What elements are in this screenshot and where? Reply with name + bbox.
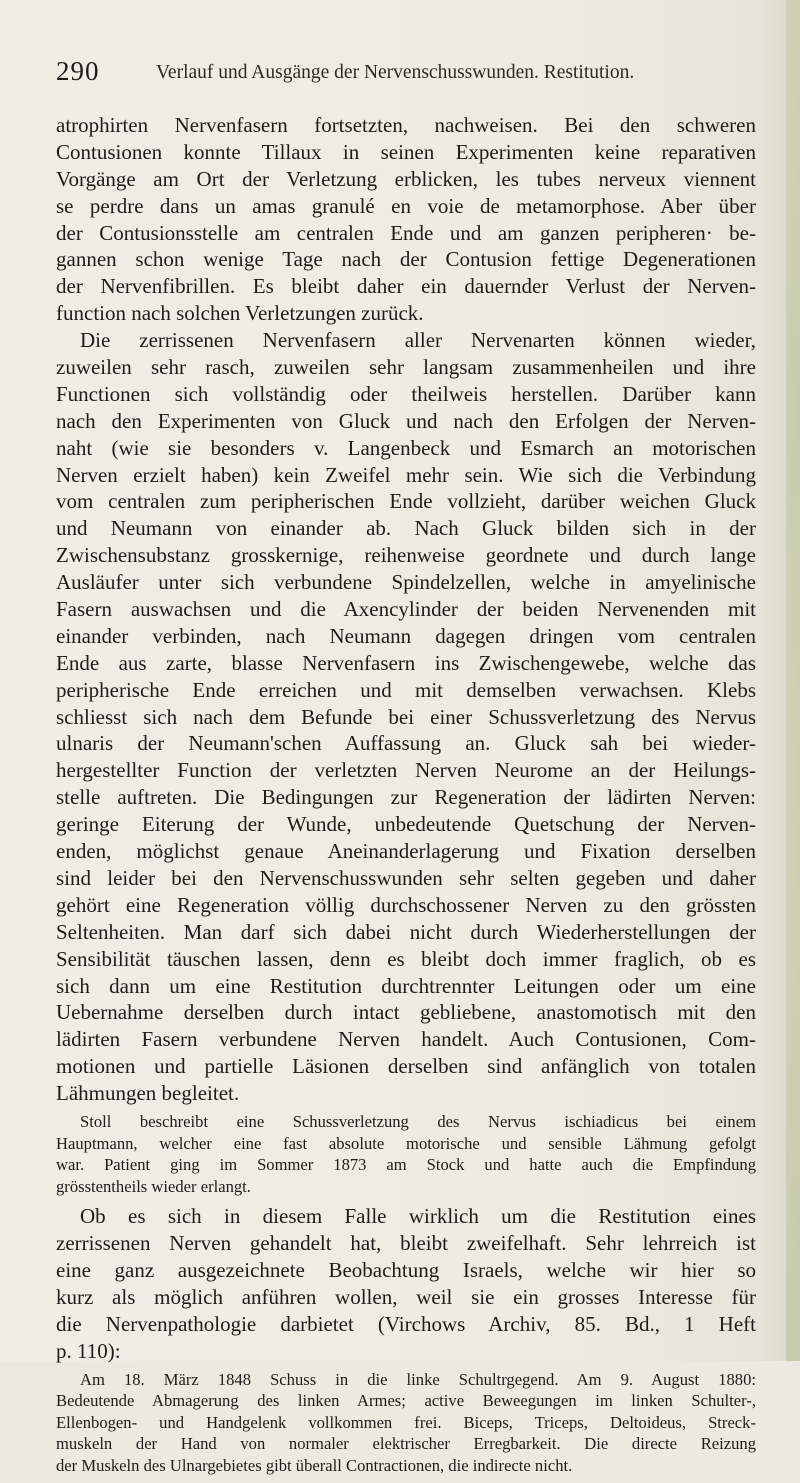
text-line: Sensibilität täuschen lassen, denn es bleibt doch immer fraglich, ob es: [56, 946, 756, 971]
text-line: war. Patient ging im Sommer 1873 am Stock und hatte auch die Empfindung: [56, 1155, 756, 1175]
text-line: hergestellter Function der verletzten Nerven Neurome an der Heilungs-: [56, 758, 756, 783]
page-header: [56, 56, 746, 90]
text-line: Ende aus zarte, blasse Nervenfasern ins Zwischengewebe, welche das: [56, 650, 756, 675]
page-number: 290: [56, 56, 100, 86]
text-line: kurz als möglich anführen wollen, weil sie ein grosses Interesse für: [56, 1285, 756, 1309]
text-line: Functionen sich vollständig oder theilweis herstellen. Darüber kann: [56, 381, 756, 406]
text-line: atrophirten Nervenfasern fortsetzten, nachweisen. Bei den schweren: [56, 113, 756, 137]
text-line: vom centralen zum peripherischen Ende vollzieht, darüber weichen Gluck: [56, 489, 756, 514]
text-line: Zwischensubstanz grosskernige, reihenweise geordnete und durch lange: [56, 543, 756, 568]
text-line: Ob es sich in diesem Falle wirklich um die Restitution eines: [80, 1204, 756, 1229]
text-line: function nach solchen Verletzungen zurück.: [56, 301, 424, 326]
page-body: [56, 112, 756, 1483]
text-line: Lähmungen begleitet.: [56, 1081, 240, 1106]
text-line: nach den Experimenten von Gluck und nach den Erfolgen der Nerven-: [56, 408, 756, 433]
text-line: eine ganz ausgezeichnete Beobachtung Israels, welche wir hier so: [56, 1258, 756, 1283]
paragraph: [56, 327, 756, 1107]
text-line: motionen und partielle Läsionen derselben sind anfänglich von totalen: [56, 1054, 756, 1079]
text-line: muskeln der Hand von normaler elektrischer Erregbarkeit. Die directe Reizung: [56, 1434, 756, 1454]
text-line: Ausläufer unter sich verbundene Spindelzellen, welche in amyelinische: [56, 570, 756, 595]
text-line: Ellenbogen- und Handgelenk vollkommen frei. Biceps, Triceps, Deltoideus, Streck-: [56, 1412, 756, 1432]
text-line: naht (wie sie besonders v. Langenbeck und Esmarch an motorischen: [56, 435, 756, 460]
text-line: se perdre dans un amas granulé en voie de metamorphose. Aber über: [56, 193, 756, 218]
text-line: lädirten Fasern verbundene Nerven handelt. Auch Contusionen, Com-: [56, 1027, 756, 1052]
paragraph: [56, 1203, 756, 1364]
text-line: der Contusionsstelle am centralen Ende und am ganzen peripheren· be-: [56, 220, 756, 245]
text-line: stelle auftreten. Die Bedingungen zur Regeneration der lädirten Nerven:: [56, 785, 756, 810]
text-line: schliesst sich nach dem Befunde bei einer Schussverletzung des Nervus: [56, 704, 756, 729]
running-head: Verlauf und Ausgänge der Nervenschusswunden. Restitution.: [156, 62, 635, 83]
text-line: p. 110):: [56, 1338, 121, 1363]
page-edge: [786, 0, 800, 1361]
text-line: zuweilen sehr rasch, zuweilen sehr langsam zusammenheilen und ihre: [56, 355, 756, 380]
text-line: peripherische Ende erreichen und mit demselben verwachsen. Klebs: [56, 677, 756, 702]
text-line: sich dann um eine Restitution durchtrennter Leitungen oder um eine: [56, 973, 756, 998]
text-line: sind leider bei den Nervenschusswunden sehr selten gegeben und daher: [56, 865, 756, 890]
text-line: grösstentheils wieder erlangt.: [56, 1176, 251, 1196]
text-line: zerrissenen Nerven gehandelt hat, bleibt zweifelhaft. Sehr lehrreich ist: [56, 1231, 756, 1256]
paragraph: [56, 112, 756, 327]
text-line: Hauptmann, welcher eine fast absolute motorische und sensible Lähmung gefolgt: [56, 1133, 756, 1153]
small-print-paragraph: [56, 1111, 756, 1197]
text-line: und Neumann von einander ab. Nach Gluck bilden sich in der: [56, 516, 756, 541]
text-line: gannen schon wenige Tage nach der Contusion fettige Degenerationen: [56, 247, 756, 272]
text-line: Uebernahme derselben durch intact gebliebene, anastomotisch mit den: [56, 1000, 756, 1025]
text-line: geringe Eiterung der Wunde, unbedeutende Quetschung der Nerven-: [56, 812, 756, 837]
small-print-paragraph: [56, 1369, 756, 1477]
text-line: Am 18. März 1848 Schuss in die linke Schultrgegend. Am 9. August 1880:: [80, 1369, 756, 1389]
text-line: ulnaris der Neumann'schen Auffassung an. Gluck sah bei wieder-: [56, 731, 756, 756]
text-line: gehört eine Regeneration völlig durchschossener Nerven zu den grössten: [56, 892, 756, 917]
text-line: Stoll beschreibt eine Schussverletzung des Nervus ischiadicus bei einem: [80, 1111, 756, 1131]
text-line: Vorgänge am Ort der Verletzung erblicken, les tubes nerveux viennent: [56, 166, 756, 191]
text-line: der Nervenfibrillen. Es bleibt daher ein dauernder Verlust der Nerven-: [56, 274, 756, 299]
text-line: der Muskeln des Ulnargebietes gibt überall Contractionen, die indirecte nicht.: [56, 1456, 573, 1476]
text-line: die Nervenpathologie darbietet (Virchows Archiv, 85. Bd., 1 Heft: [56, 1311, 756, 1336]
text-line: enden, möglichst genaue Aneinanderlagerung und Fixation derselben: [56, 839, 756, 864]
text-line: Seltenheiten. Man darf sich dabei nicht durch Wiederherstellungen der: [56, 919, 756, 944]
text-line: einander verbinden, nach Neumann dagegen dringen vom centralen: [56, 623, 756, 648]
text-line: Contusionen konnte Tillaux in seinen Experimenten keine reparativen: [56, 139, 756, 164]
text-line: Fasern auswachsen und die Axencylinder der beiden Nervenenden mit: [56, 597, 756, 622]
text-line: Die zerrissenen Nervenfasern aller Nervenarten können wieder,: [80, 328, 756, 353]
text-line: Bedeutende Abmagerung des linken Armes; active Beweegungen im linken Schulter-,: [56, 1391, 756, 1411]
text-line: Nerven erzielt haben) kein Zweifel mehr sein. Wie sich die Verbindung: [56, 462, 756, 487]
